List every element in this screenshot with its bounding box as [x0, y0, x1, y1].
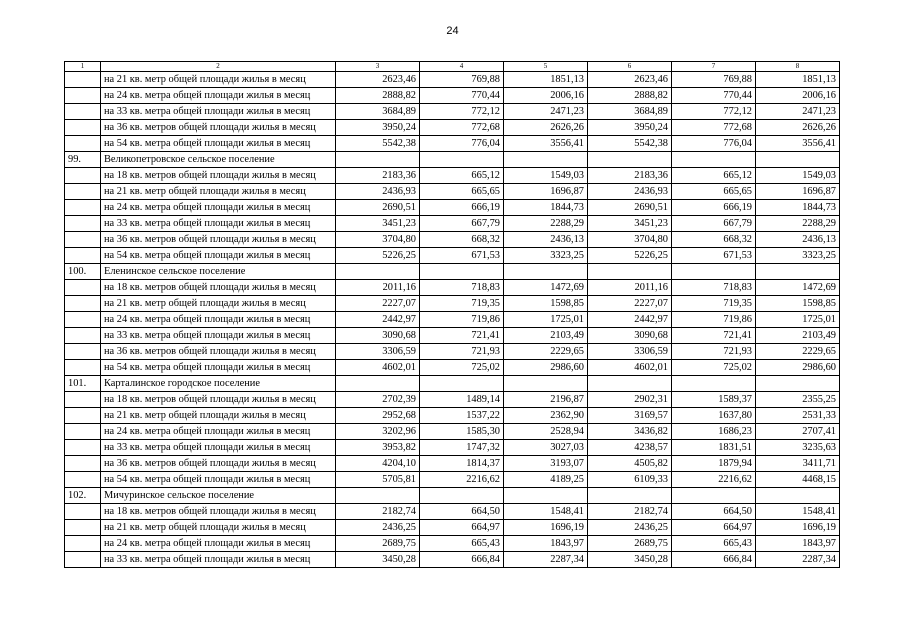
value-cell: 668,32 — [420, 232, 504, 248]
row-index-cell: 102. — [65, 488, 101, 504]
row-index-cell: 100. — [65, 264, 101, 280]
table-row — [65, 472, 840, 488]
value-cell: 2436,25 — [588, 520, 672, 536]
row-index-cell — [65, 520, 101, 536]
value-cell: 1548,41 — [504, 504, 588, 520]
table-row — [65, 136, 840, 152]
row-label-cell: на 54 кв. метра общей площади жилья в месяц — [101, 136, 336, 152]
value-cell: 2436,25 — [336, 520, 420, 536]
row-index-cell — [65, 424, 101, 440]
row-index-cell: 99. — [65, 152, 101, 168]
value-cell: 2623,46 — [336, 72, 420, 88]
row-index-cell — [65, 216, 101, 232]
value-cell: 668,32 — [672, 232, 756, 248]
value-cell: 3450,28 — [336, 552, 420, 568]
row-index-cell — [65, 360, 101, 376]
value-cell: 664,97 — [420, 520, 504, 536]
value-cell: 667,79 — [672, 216, 756, 232]
value-cell: 1472,69 — [504, 280, 588, 296]
value-cell: 3451,23 — [336, 216, 420, 232]
value-cell — [336, 264, 420, 280]
row-label-cell: на 24 кв. метра общей площади жилья в месяц — [101, 88, 336, 104]
table-row — [65, 184, 840, 200]
value-cell: 718,83 — [420, 280, 504, 296]
value-cell: 1851,13 — [756, 72, 840, 88]
value-cell: 3306,59 — [336, 344, 420, 360]
value-cell: 2626,26 — [756, 120, 840, 136]
row-label-cell: на 33 кв. метра общей площади жилья в месяц — [101, 328, 336, 344]
table-row — [65, 504, 840, 520]
value-cell — [336, 488, 420, 504]
value-cell — [756, 152, 840, 168]
value-cell: 1549,03 — [756, 168, 840, 184]
value-cell: 1814,37 — [420, 456, 504, 472]
value-cell — [672, 152, 756, 168]
row-label-cell: на 24 кв. метра общей площади жилья в месяц — [101, 200, 336, 216]
value-cell — [588, 152, 672, 168]
value-cell: 665,43 — [420, 536, 504, 552]
row-label-cell: на 21 кв. метр общей площади жилья в месяц — [101, 72, 336, 88]
table-row — [65, 360, 840, 376]
row-index-cell — [65, 88, 101, 104]
row-index-cell: 101. — [65, 376, 101, 392]
value-cell: 4468,15 — [756, 472, 840, 488]
table-row — [65, 408, 840, 424]
value-cell: 1598,85 — [504, 296, 588, 312]
table-row — [65, 104, 840, 120]
row-label-cell: на 54 кв. метра общей площади жилья в месяц — [101, 248, 336, 264]
value-cell: 1844,73 — [504, 200, 588, 216]
value-cell: 725,02 — [420, 360, 504, 376]
table-row — [65, 296, 840, 312]
value-cell: 721,93 — [672, 344, 756, 360]
column-number: 1 — [65, 62, 101, 72]
table-row — [65, 424, 840, 440]
value-cell: 772,12 — [420, 104, 504, 120]
value-cell: 2442,97 — [588, 312, 672, 328]
value-cell: 2436,13 — [756, 232, 840, 248]
value-cell: 3235,63 — [756, 440, 840, 456]
value-cell: 2216,62 — [672, 472, 756, 488]
row-label-cell: на 21 кв. метр общей площади жилья в месяц — [101, 184, 336, 200]
value-cell: 2227,07 — [336, 296, 420, 312]
row-label-cell: на 18 кв. метров общей площади жилья в месяц — [101, 504, 336, 520]
value-cell — [588, 264, 672, 280]
value-cell: 2707,41 — [756, 424, 840, 440]
row-index-cell — [65, 120, 101, 136]
value-cell: 1747,32 — [420, 440, 504, 456]
table-row — [65, 328, 840, 344]
value-cell: 2888,82 — [588, 88, 672, 104]
value-cell: 2011,16 — [336, 280, 420, 296]
row-index-cell — [65, 312, 101, 328]
value-cell: 1537,22 — [420, 408, 504, 424]
value-cell: 665,43 — [672, 536, 756, 552]
value-cell: 725,02 — [672, 360, 756, 376]
table-row — [65, 312, 840, 328]
value-cell: 1472,69 — [756, 280, 840, 296]
value-cell: 2986,60 — [504, 360, 588, 376]
value-cell: 3684,89 — [336, 104, 420, 120]
value-cell: 772,12 — [672, 104, 756, 120]
column-number: 6 — [588, 62, 672, 72]
row-index-cell — [65, 456, 101, 472]
table-row — [65, 248, 840, 264]
value-cell: 2702,39 — [336, 392, 420, 408]
row-index-cell — [65, 280, 101, 296]
value-cell: 1844,73 — [756, 200, 840, 216]
value-cell — [420, 376, 504, 392]
value-cell: 2006,16 — [504, 88, 588, 104]
row-label-cell: на 21 кв. метр общей площади жилья в месяц — [101, 296, 336, 312]
row-index-cell — [65, 536, 101, 552]
table-row — [65, 536, 840, 552]
value-cell: 1548,41 — [756, 504, 840, 520]
row-label-cell: на 18 кв. метров общей площади жилья в месяц — [101, 392, 336, 408]
value-cell — [672, 488, 756, 504]
value-cell: 5542,38 — [336, 136, 420, 152]
row-label-cell: на 33 кв. метра общей площади жилья в месяц — [101, 440, 336, 456]
value-cell: 2436,93 — [588, 184, 672, 200]
value-cell: 2216,62 — [420, 472, 504, 488]
value-cell: 5705,81 — [336, 472, 420, 488]
value-cell: 3169,57 — [588, 408, 672, 424]
value-cell: 665,12 — [672, 168, 756, 184]
column-number: 3 — [336, 62, 420, 72]
value-cell: 2436,93 — [336, 184, 420, 200]
row-index-cell — [65, 408, 101, 424]
row-label-cell: на 36 кв. метров общей площади жилья в месяц — [101, 456, 336, 472]
value-cell: 3953,82 — [336, 440, 420, 456]
value-cell: 770,44 — [420, 88, 504, 104]
row-label-cell: на 36 кв. метров общей площади жилья в месяц — [101, 120, 336, 136]
value-cell — [504, 376, 588, 392]
value-cell: 2690,51 — [336, 200, 420, 216]
value-cell: 2528,94 — [504, 424, 588, 440]
value-cell — [588, 376, 672, 392]
row-index-cell — [65, 200, 101, 216]
value-cell: 4505,82 — [588, 456, 672, 472]
value-cell: 2442,97 — [336, 312, 420, 328]
value-cell — [756, 488, 840, 504]
value-cell: 3704,80 — [588, 232, 672, 248]
value-cell — [336, 152, 420, 168]
table-row — [65, 200, 840, 216]
table-row — [65, 72, 840, 88]
value-cell: 3704,80 — [336, 232, 420, 248]
value-cell: 718,83 — [672, 280, 756, 296]
value-cell: 769,88 — [672, 72, 756, 88]
value-cell: 2288,29 — [756, 216, 840, 232]
row-index-cell — [65, 504, 101, 520]
value-cell: 2006,16 — [756, 88, 840, 104]
table-row — [65, 280, 840, 296]
value-cell: 5226,25 — [588, 248, 672, 264]
value-cell: 2229,65 — [756, 344, 840, 360]
value-cell: 721,41 — [672, 328, 756, 344]
value-cell: 3193,07 — [504, 456, 588, 472]
row-index-cell — [65, 136, 101, 152]
value-cell: 1851,13 — [504, 72, 588, 88]
row-label-cell: на 33 кв. метра общей площади жилья в месяц — [101, 552, 336, 568]
table-row — [65, 456, 840, 472]
value-cell: 1696,87 — [504, 184, 588, 200]
value-cell: 3436,82 — [588, 424, 672, 440]
value-cell: 2986,60 — [756, 360, 840, 376]
value-cell — [420, 264, 504, 280]
row-label-cell: на 36 кв. метров общей площади жилья в месяц — [101, 344, 336, 360]
value-cell: 2183,36 — [336, 168, 420, 184]
value-cell: 1686,23 — [672, 424, 756, 440]
value-cell: 1489,14 — [420, 392, 504, 408]
value-cell: 2436,13 — [504, 232, 588, 248]
value-cell: 4602,01 — [336, 360, 420, 376]
table-row — [65, 264, 840, 280]
value-cell: 2103,49 — [756, 328, 840, 344]
value-cell: 3411,71 — [756, 456, 840, 472]
value-cell — [420, 152, 504, 168]
value-cell: 2689,75 — [336, 536, 420, 552]
value-cell: 3451,23 — [588, 216, 672, 232]
column-number: 5 — [504, 62, 588, 72]
value-cell: 1831,51 — [672, 440, 756, 456]
value-cell: 1696,19 — [504, 520, 588, 536]
row-index-cell — [65, 232, 101, 248]
value-cell: 3323,25 — [756, 248, 840, 264]
table-row — [65, 216, 840, 232]
value-cell: 772,68 — [420, 120, 504, 136]
value-cell: 2531,33 — [756, 408, 840, 424]
row-label-cell: на 54 кв. метра общей площади жилья в месяц — [101, 472, 336, 488]
table-row — [65, 392, 840, 408]
table-row — [65, 344, 840, 360]
value-cell: 667,79 — [420, 216, 504, 232]
value-cell — [504, 264, 588, 280]
row-label-cell: Мичуринское сельское поселение — [101, 488, 336, 504]
value-cell: 2689,75 — [588, 536, 672, 552]
value-cell: 666,19 — [672, 200, 756, 216]
row-label-cell: на 24 кв. метра общей площади жилья в месяц — [101, 536, 336, 552]
value-cell: 1725,01 — [756, 312, 840, 328]
value-cell: 2355,25 — [756, 392, 840, 408]
value-cell: 671,53 — [672, 248, 756, 264]
row-index-cell — [65, 168, 101, 184]
value-cell: 772,68 — [672, 120, 756, 136]
value-cell: 2182,74 — [336, 504, 420, 520]
row-label-cell: Еленинское сельское поселение — [101, 264, 336, 280]
row-label-cell: Великопетровское сельское поселение — [101, 152, 336, 168]
table-row — [65, 488, 840, 504]
column-number: 4 — [420, 62, 504, 72]
value-cell: 4238,57 — [588, 440, 672, 456]
table-row — [65, 552, 840, 568]
row-label-cell: на 21 кв. метр общей площади жилья в месяц — [101, 408, 336, 424]
value-cell: 1879,94 — [672, 456, 756, 472]
value-cell — [504, 152, 588, 168]
row-label-cell: на 21 кв. метр общей площади жилья в месяц — [101, 520, 336, 536]
value-cell: 2227,07 — [588, 296, 672, 312]
value-cell: 665,12 — [420, 168, 504, 184]
row-index-cell — [65, 552, 101, 568]
value-cell: 5542,38 — [588, 136, 672, 152]
row-index-cell — [65, 72, 101, 88]
row-index-cell — [65, 104, 101, 120]
row-label-cell: на 18 кв. метров общей площади жилья в месяц — [101, 280, 336, 296]
value-cell: 3450,28 — [588, 552, 672, 568]
value-cell: 1549,03 — [504, 168, 588, 184]
value-cell: 666,19 — [420, 200, 504, 216]
value-cell: 721,93 — [420, 344, 504, 360]
value-cell: 1598,85 — [756, 296, 840, 312]
value-cell — [672, 376, 756, 392]
value-cell: 719,86 — [672, 312, 756, 328]
value-cell: 665,65 — [420, 184, 504, 200]
value-cell: 2229,65 — [504, 344, 588, 360]
value-cell: 2623,46 — [588, 72, 672, 88]
table-row — [65, 376, 840, 392]
row-label-cell: Карталинское городское поселение — [101, 376, 336, 392]
table-row — [65, 120, 840, 136]
table-body — [65, 72, 840, 568]
value-cell: 769,88 — [420, 72, 504, 88]
value-cell: 2362,90 — [504, 408, 588, 424]
table-row — [65, 88, 840, 104]
page-number: 24 — [446, 25, 459, 37]
column-number: 2 — [101, 62, 336, 72]
row-index-cell — [65, 328, 101, 344]
value-cell — [756, 376, 840, 392]
table-row — [65, 520, 840, 536]
value-cell: 2287,34 — [756, 552, 840, 568]
value-cell: 3556,41 — [504, 136, 588, 152]
value-cell: 721,41 — [420, 328, 504, 344]
row-label-cell: на 18 кв. метров общей площади жилья в месяц — [101, 168, 336, 184]
value-cell: 776,04 — [420, 136, 504, 152]
value-cell: 3090,68 — [588, 328, 672, 344]
value-cell: 1843,97 — [504, 536, 588, 552]
row-index-cell — [65, 440, 101, 456]
row-index-cell — [65, 296, 101, 312]
value-cell — [504, 488, 588, 504]
value-cell: 664,97 — [672, 520, 756, 536]
value-cell: 2690,51 — [588, 200, 672, 216]
value-cell: 666,84 — [672, 552, 756, 568]
value-cell: 1696,87 — [756, 184, 840, 200]
row-label-cell: на 24 кв. метра общей площади жилья в месяц — [101, 424, 336, 440]
value-cell: 3027,03 — [504, 440, 588, 456]
value-cell: 3323,25 — [504, 248, 588, 264]
value-cell: 2103,49 — [504, 328, 588, 344]
value-cell: 2182,74 — [588, 504, 672, 520]
value-cell: 2471,23 — [504, 104, 588, 120]
value-cell — [420, 488, 504, 504]
column-number-row — [65, 62, 840, 72]
value-cell: 665,65 — [672, 184, 756, 200]
row-index-cell — [65, 344, 101, 360]
row-label-cell: на 24 кв. метра общей площади жилья в месяц — [101, 312, 336, 328]
table-row — [65, 232, 840, 248]
value-cell: 3202,96 — [336, 424, 420, 440]
value-cell: 2196,87 — [504, 392, 588, 408]
value-cell: 770,44 — [672, 88, 756, 104]
row-label-cell: на 33 кв. метра общей площади жилья в месяц — [101, 216, 336, 232]
row-label-cell: на 54 кв. метра общей площади жилья в месяц — [101, 360, 336, 376]
value-cell: 5226,25 — [336, 248, 420, 264]
value-cell: 1725,01 — [504, 312, 588, 328]
value-cell: 2471,23 — [756, 104, 840, 120]
value-cell: 3090,68 — [336, 328, 420, 344]
value-cell: 719,35 — [420, 296, 504, 312]
row-index-cell — [65, 472, 101, 488]
value-cell: 2888,82 — [336, 88, 420, 104]
value-cell: 1843,97 — [756, 536, 840, 552]
value-cell: 2287,34 — [504, 552, 588, 568]
value-cell: 671,53 — [420, 248, 504, 264]
row-index-cell — [65, 392, 101, 408]
row-index-cell — [65, 184, 101, 200]
value-cell: 2183,36 — [588, 168, 672, 184]
value-cell: 4602,01 — [588, 360, 672, 376]
value-cell: 4189,25 — [504, 472, 588, 488]
value-cell: 4204,10 — [336, 456, 420, 472]
value-cell: 666,84 — [420, 552, 504, 568]
value-cell: 719,86 — [420, 312, 504, 328]
value-cell: 1637,80 — [672, 408, 756, 424]
tariff-table — [64, 61, 840, 568]
value-cell: 1585,30 — [420, 424, 504, 440]
column-number: 8 — [756, 62, 840, 72]
value-cell: 3306,59 — [588, 344, 672, 360]
row-index-cell — [65, 248, 101, 264]
value-cell: 3950,24 — [588, 120, 672, 136]
value-cell: 6109,33 — [588, 472, 672, 488]
table-row — [65, 168, 840, 184]
value-cell: 719,35 — [672, 296, 756, 312]
value-cell — [672, 264, 756, 280]
value-cell: 664,50 — [420, 504, 504, 520]
value-cell: 664,50 — [672, 504, 756, 520]
row-label-cell: на 33 кв. метра общей площади жилья в месяц — [101, 104, 336, 120]
value-cell: 1589,37 — [672, 392, 756, 408]
value-cell — [588, 488, 672, 504]
table-row — [65, 152, 840, 168]
value-cell: 776,04 — [672, 136, 756, 152]
value-cell: 2952,68 — [336, 408, 420, 424]
row-label-cell: на 36 кв. метров общей площади жилья в месяц — [101, 232, 336, 248]
value-cell: 1696,19 — [756, 520, 840, 536]
value-cell: 2288,29 — [504, 216, 588, 232]
column-number: 7 — [672, 62, 756, 72]
value-cell — [756, 264, 840, 280]
table-row — [65, 440, 840, 456]
value-cell: 3950,24 — [336, 120, 420, 136]
value-cell: 3556,41 — [756, 136, 840, 152]
value-cell — [336, 376, 420, 392]
value-cell: 3684,89 — [588, 104, 672, 120]
value-cell: 2902,31 — [588, 392, 672, 408]
value-cell: 2626,26 — [504, 120, 588, 136]
value-cell: 2011,16 — [588, 280, 672, 296]
